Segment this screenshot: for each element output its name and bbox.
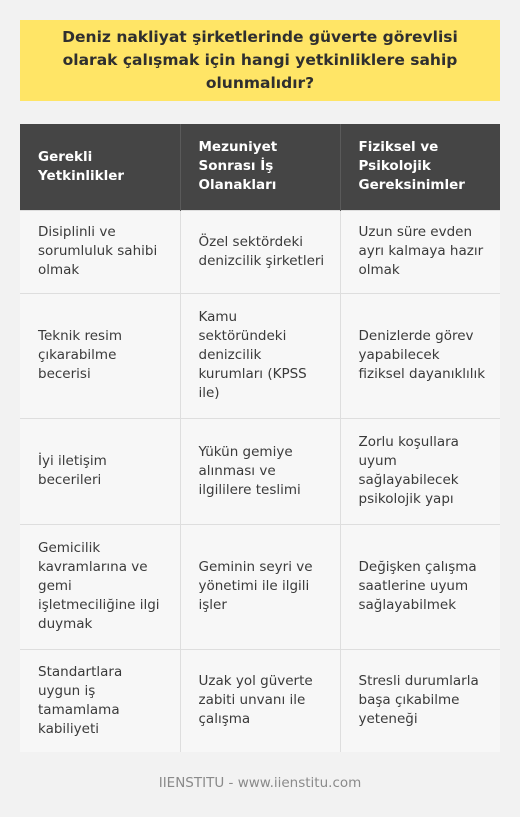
table-cell: Yükün gemiye alınması ve ilgililere teslimi	[180, 418, 340, 524]
table-cell: Stresli durumlarla başa çıkabilme yeteneği	[340, 649, 500, 752]
competencies-table	[20, 124, 500, 752]
column-header-requirements: Fiziksel ve Psikolojik Gereksinimler	[340, 124, 500, 210]
table-cell: Zorlu koşullara uyum sağlayabilecek psikolojik yapı	[340, 418, 500, 524]
table-row	[20, 210, 500, 293]
table-row	[20, 524, 500, 649]
table-row	[20, 649, 500, 752]
table-cell: Disiplinli ve sorumluluk sahibi olmak	[20, 210, 180, 293]
table-row	[20, 293, 500, 418]
title-banner	[20, 20, 500, 101]
table-cell: Geminin seyri ve yönetimi ile ilgili işler	[180, 524, 340, 649]
table-cell: Standartlara uygun iş tamamlama kabiliyeti	[20, 649, 180, 752]
footer-credit: IIENSTITU - www.iienstitu.com	[158, 775, 362, 791]
table-cell: Değişken çalışma saatlerine uyum sağlayabilmek	[340, 524, 500, 649]
table-cell: Kamu sektöründeki denizcilik kurumları (KPSS ile)	[180, 293, 340, 418]
table-cell: Denizlerde görev yapabilecek fiziksel dayanıklılık	[340, 293, 500, 418]
column-header-competencies: Gerekli Yetkinlikler	[20, 124, 180, 210]
table-cell: Teknik resim çıkarabilme becerisi	[20, 293, 180, 418]
table-cell: İyi iletişim becerileri	[20, 418, 180, 524]
table-cell: Uzak yol güverte zabiti unvanı ile çalışma	[180, 649, 340, 752]
column-header-job-opportunities: Mezuniyet Sonrası İş Olanakları	[180, 124, 340, 210]
table-cell: Uzun süre evden ayrı kalmaya hazır olmak	[340, 210, 500, 293]
table-cell: Özel sektördeki denizcilik şirketleri	[180, 210, 340, 293]
table-cell: Gemicilik kavramlarına ve gemi işletmeciliğine ilgi duymak	[20, 524, 180, 649]
table-row	[20, 418, 500, 524]
table-header-row	[20, 124, 500, 210]
page-title: Deniz nakliyat şirketlerinde güverte görevlisi olarak çalışmak için hangi yetkinliklere sahip olunmalıdır?	[62, 28, 458, 92]
